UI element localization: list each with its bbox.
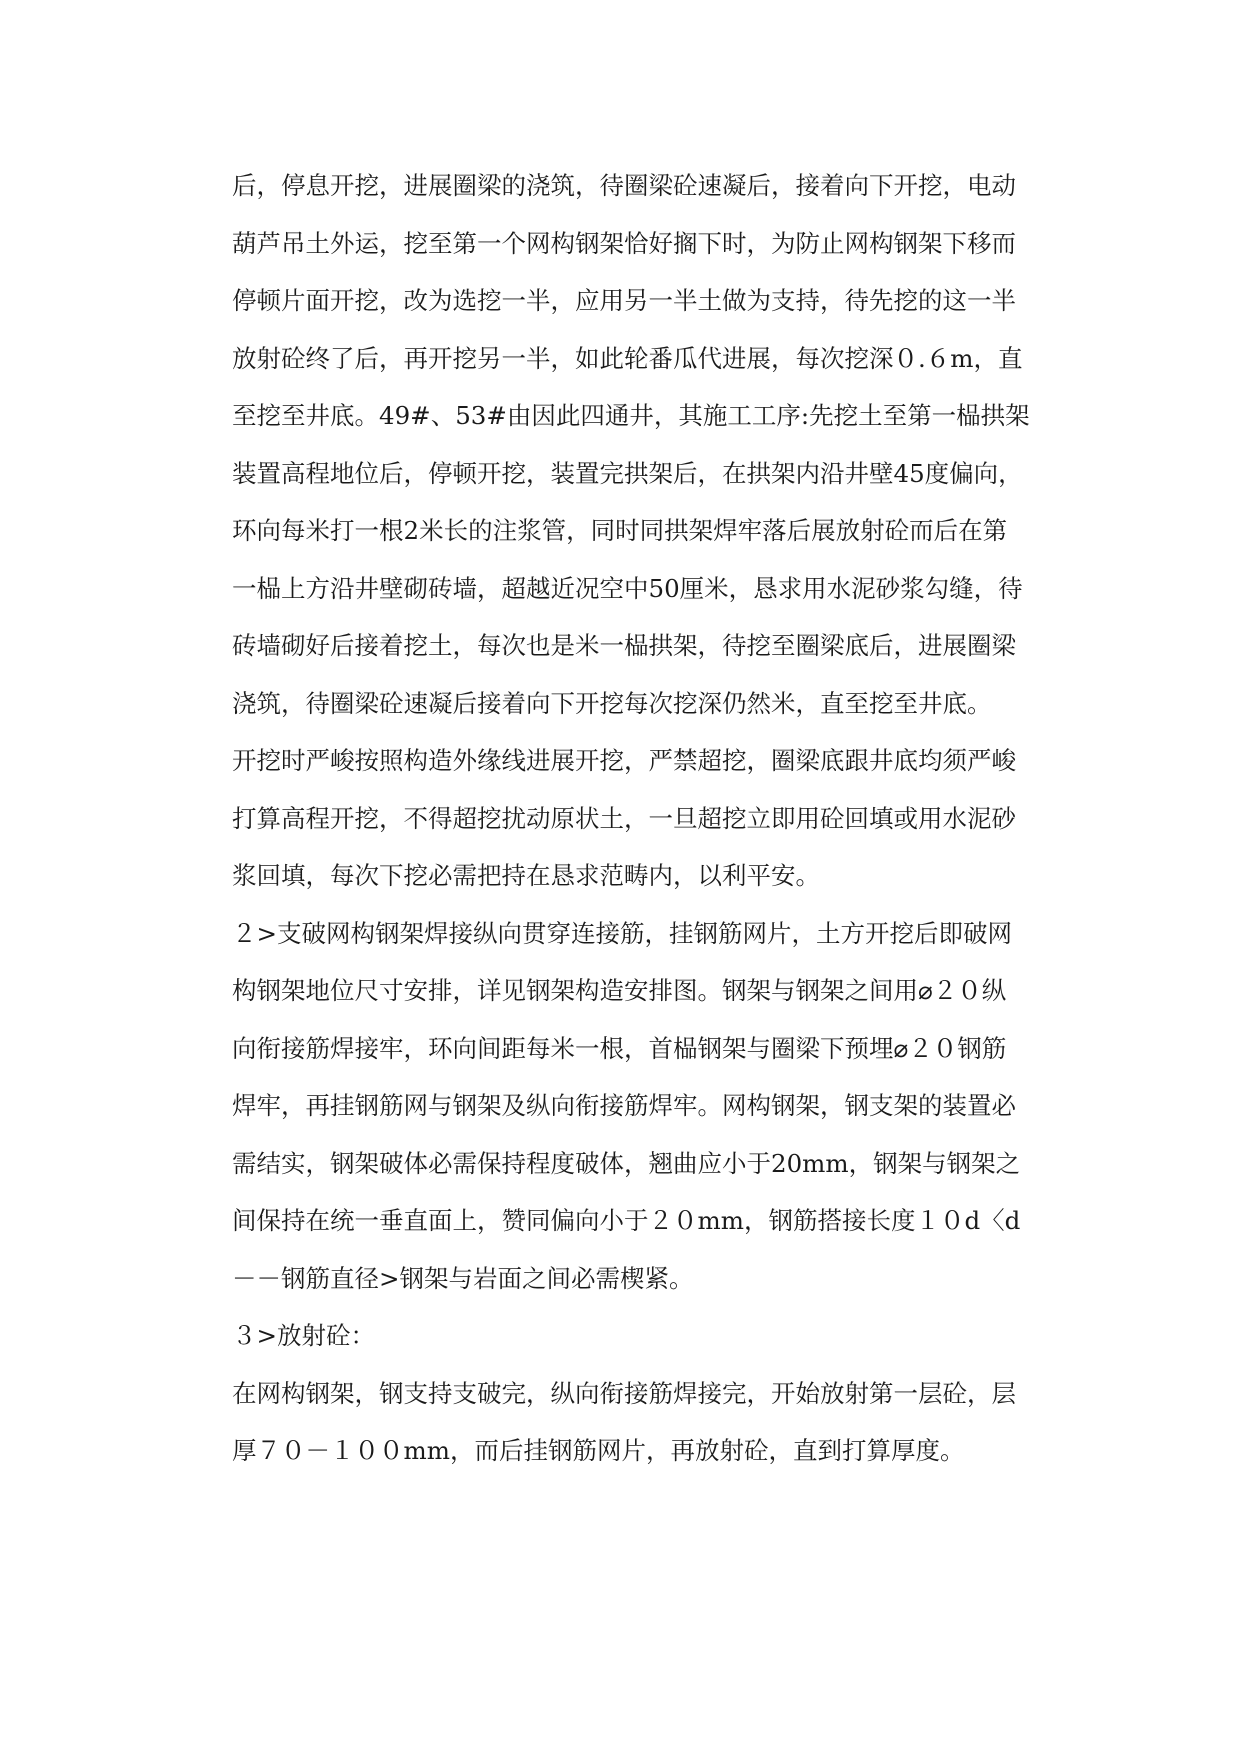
text-line: ２>支破网构钢架焊接纵向贯穿连接筋，挂钢筋网片，土方开挖后即破网	[232, 918, 1013, 948]
text-line: 在网构钢架，钢支持支破完，纵向衔接筋焊接完，开始放射第一层砼，层	[232, 1378, 1016, 1408]
text-line: －－钢筋直径>钢架与岩面之间必需楔紧。	[232, 1263, 694, 1293]
text-line: 厚７０－１００mm，而后挂钢筋网片，再放射砼，直到打算厚度。	[232, 1436, 965, 1465]
text-line: 焊牢，再挂钢筋网与钢架及纵向衔接筋焊牢。网构钢架，钢支架的装置必	[232, 1091, 1016, 1120]
text-line: 打算高程开挖，不得超挖扰动原状土，一旦超挖立即用砼回填或用水泥砂	[232, 803, 1016, 833]
body-text	[232, 157, 1112, 1480]
text-line: 向衔接筋焊接牢，环向间距每米一根，首榀钢架与圈梁下预埋⌀２０钢筋	[232, 1033, 1007, 1063]
text-line: 需结实，钢架破体必需保持程度破体，翘曲应小于20mm，钢架与钢架之	[232, 1148, 1021, 1178]
text-line: 浇筑，待圈梁砼速凝后接着向下开挖每次挖深仍然米，直至挖至井底。	[232, 688, 992, 718]
text-line: 浆回填，每次下挖必需把持在恳求范畴内，以利平安。	[232, 861, 820, 890]
text-line: 停顿片面开挖，改为选挖一半，应用另一半土做为支持，待先挖的这一半	[232, 286, 1016, 315]
text-line: 后，停息开挖，进展圈梁的浇筑，待圈梁砼速凝后，接着向下开挖，电动	[232, 171, 1016, 200]
text-line: 葫芦吊土外运，挖至第一个网构钢架恰好搁下时，为防止网构钢架下移而	[232, 228, 1016, 258]
text-line: 环向每米打一根2米长的注浆管，同时同拱架焊牢落后展放射砼而后在第	[232, 516, 1008, 545]
text-line: 至挖至井底。49#、53#由因此四通井，其施工工序:先挖土至第一榀拱架	[232, 401, 1030, 430]
text-line: 砖墙砌好后接着挖土，每次也是米一榀拱架，待挖至圈梁底后，进展圈梁	[232, 631, 1016, 660]
text-line: 间保持在统一垂直面上，赞同偏向小于２０mm，钢筋搭接长度１０d〈d	[232, 1206, 1021, 1235]
text-line: 构钢架地位尺寸安排，详见钢架构造安排图。钢架与钢架之间用⌀２０纵	[232, 976, 1007, 1005]
text-line: 放射砼终了后，再开挖另一半，如此轮番瓜代进展，每次挖深０.６m，直	[232, 343, 1023, 373]
text-line: 装置高程地位后，停顿开挖，装置完拱架后，在拱架内沿井壁45度偏向，	[232, 458, 1023, 488]
text-line: 一榀上方沿井壁砌砖墙，超越近况空中50厘米，恳求用水泥砂浆勾缝，待	[232, 573, 1023, 603]
text-line: ３>放射砼：	[232, 1321, 376, 1350]
text-line: 开挖时严峻按照构造外缘线进展开挖，严禁超挖，圈梁底跟井底均须严峻	[232, 746, 1016, 775]
